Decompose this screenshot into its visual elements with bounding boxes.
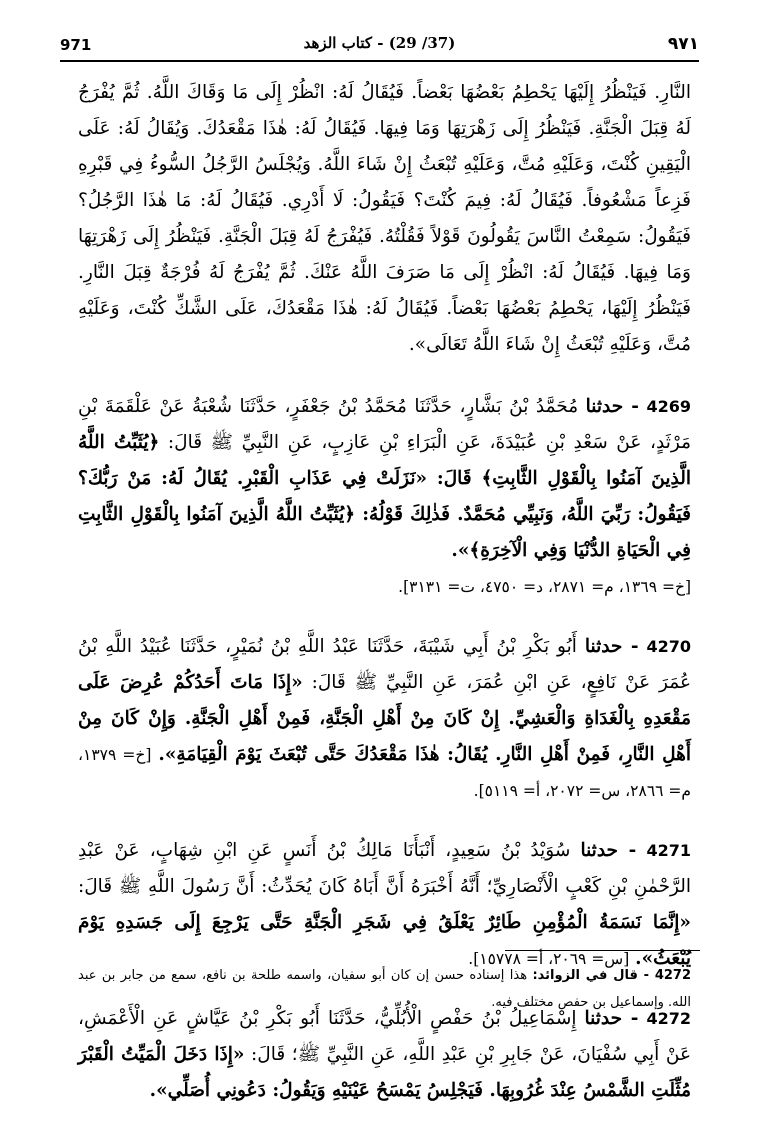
takhrij-reference: [خ= ١٣٧٩، م= ٢٨٦٦، س= ٢٠٧٢، أ= ٥١١٩].	[78, 746, 691, 800]
footnote-label: 4272 - قال في الزوائد:	[532, 968, 692, 983]
haddathana-marker: - حدثنا	[584, 1008, 639, 1029]
hadith-4271	[78, 833, 691, 977]
hadith-number: 4270	[646, 637, 691, 656]
matn: «إِذَا دَخَلَ الْمَيِّتُ الْقَبْرَ مُثِّلَتِ الشَّمْسُ عِنْدَ غُرُوبِهَا. فَيَجْلِسُ يَمْسَحُ عَيْنَيْهِ وَيَقُولُ: دَعُونِي أُصَلِّي».	[78, 1044, 691, 1101]
footnote	[78, 962, 691, 1016]
matn: «إِنَّمَا نَسَمَةُ الْمُؤْمِنِ طَائِرٌ يَعْلَقُ فِي شَجَرِ الْجَنَّةِ حَتَّى يَرْجِعَ إِلَى جَسَدِهِ يَوْمَ يُبْعَثُ».	[78, 912, 691, 969]
isnad: سُوَيْدُ بْنُ سَعِيدٍ، أَنْبَأَنَا مَالِكُ بْنُ أَنَسٍ عَنِ ابْنِ شِهَابٍ، عَنْ عَبْدِ الرَّحْمٰنِ بْنِ كَعْبٍ الْأَنْصَارِيِّ؛ أَنَّهُ أَخْبَرَهُ أَنَّ أَبَاهُ كَانَ يُحَدِّثُ: أَنَّ رَسُولَ اللَّهِ ﷺ قَالَ:	[78, 840, 691, 897]
page-number-arabic: ٩٧١	[667, 34, 699, 54]
footnote-text: هذا إسناده حسن إن كان أبو سفيان، واسمه طلحة بن نافع، سمع من جابر بن عبد الله. وإسماعيل بن حفص مختلف فيه.	[78, 968, 691, 1010]
matn: «إِذَا مَاتَ أَحَدُكُمْ عُرِضَ عَلَى مَقْعَدِهِ بِالْغَدَاةِ وَالْعَشِيِّ. إِنْ كَانَ مِنْ أَهْلِ الْجَنَّةِ، فَمِنْ أَهْلِ الْجَنَّةِ. وَإِنْ كَانَ مِنْ أَهْلِ النَّارِ، فَمِنْ أَهْلِ النَّارِ. يُقَالُ: هٰذَا مَقْعَدُكَ حَتَّى تُبْعَثَ يَوْمَ الْقِيَامَةِ».	[78, 672, 691, 765]
continuation-paragraph: النَّارِ. فَيَنْظُرُ إِلَيْهَا يَحْطِمُ بَعْضُهَا بَعْضاً. فَيُقَالُ لَهُ: انْظُرْ إِلَى مَا وَقَاكَ اللَّهُ. ثُمَّ يُفْرَجُ لَهُ قِبَلَ الْجَنَّةِ. فَيَنْظُرُ إِلَى زَهْرَتِهَا وَمَا فِيهَا. فَيُقَالُ لَهُ: هٰذَا مَقْعَدُكَ. وَيُقَالُ لَهُ: عَلَى الْيَقِينِ كُنْتَ، وَعَلَيْهِ مُتَّ، وَعَلَيْهِ تُبْعَثُ إِنْ شَاءَ اللَّهُ. وَيُجْلَسُ الرَّجُلُ السُّوءُ فِي قَبْرِهِ فَزِعاً مَشْعُوفاً. فَيُقَالُ لَهُ: فِيمَ كُنْتَ؟ فَيَقُولُ: لَا أَدْرِي. فَيُقَالُ لَهُ: مَا هٰذَا الرَّجُلُ؟ فَيَقُولُ: سَمِعْتُ النَّاسَ يَقُولُونَ قَوْلاً فَقُلْتُهُ. فَيُفْرَجُ لَهُ قِبَلَ الْجَنَّةِ. فَيَنْظُرُ إِلَى زَهْرَتِهَا وَمَا فِيهَا. فَيُقَالُ لَهُ: انْظُرْ إِلَى مَا صَرَفَ اللَّهُ عَنْكَ. ثُمَّ يُفْرَجُ لَهُ فُرْجَةٌ قِبَلَ النَّارِ. فَيَنْظُرُ إِلَيْهَا، يَحْطِمُ بَعْضُهَا بَعْضاً. فَيُقَالُ لَهُ: هٰذَا مَقْعَدُكَ، عَلَى الشَّكِّ كُنْتَ، وَعَلَيْهِ مُتَّ، وَعَلَيْهِ تُبْعَثُ إِنْ شَاءَ اللَّهُ تَعَالَى».	[78, 82, 691, 355]
takhrij-reference: [خ= ١٣٦٩، م= ٢٨٧١، د= ٤٧٥٠، ت= ٣١٣١].	[398, 578, 691, 596]
hadith-number: 4272	[646, 1009, 691, 1028]
page-number-latin: 971	[60, 36, 92, 54]
page-header	[60, 28, 699, 58]
hadith-4270	[78, 629, 691, 809]
haddathana-marker: - حدثنا	[584, 636, 639, 657]
header-rule	[60, 60, 699, 62]
hadith-number: 4269	[646, 397, 691, 416]
hadith-number: 4271	[646, 841, 691, 860]
matn: ﴿يُثَبِّتُ اللَّهُ الَّذِينَ آمَنُوا بِالْقَوْلِ الثَّابِتِ﴾ قَالَ: «نَزَلَتْ فِي عَذَابِ الْقَبْرِ. يُقَالُ لَهُ: مَنْ رَبُّكَ؟ فَيَقُولُ: رَبِّيَ اللَّهُ، وَنَبِيِّي مُحَمَّدٌ. فَذٰلِكَ قَوْلُهُ: ﴿يُثَبِّتُ اللَّهُ الَّذِينَ آمَنُوا بِالْقَوْلِ الثَّابِتِ فِي الْحَيَاةِ الدُّنْيَا وَفِي الْآخِرَةِ﴾».	[78, 432, 691, 561]
footnote-rule	[505, 950, 700, 951]
takhrij-reference: [س= ٢٠٦٩، أ= ١٥٧٧٨].	[468, 950, 630, 968]
isnad: إِسْمَاعِيلُ بْنُ حَفْصٍ الْأُبُلِّيُّ، حَدَّثَنَا أَبُو بَكْرِ بْنُ عَيَّاشٍ عَنِ الْأَعْمَشِ، عَنْ أَبِي سُفْيَانَ، عَنْ جَابِرِ بْنِ عَبْدِ اللَّهِ، عَنِ النَّبِيِّ ﷺ؛ قَالَ:	[78, 1008, 691, 1065]
hadith-4269	[78, 389, 691, 605]
isnad: أَبُو بَكْرِ بْنُ أَبِي شَيْبَةَ، حَدَّثَنَا عَبْدُ اللَّهِ بْنُ نُمَيْرٍ، حَدَّثَنَا عُبَيْدُ اللَّهِ بْنُ عُمَرَ عَنْ نَافِعٍ، عَنِ ابْنِ عُمَرَ، عَنِ النَّبِيِّ ﷺ قَالَ:	[78, 636, 691, 693]
running-title: (37/ 29) - كتاب الزهد	[303, 34, 456, 52]
isnad: مُحَمَّدُ بْنُ بَشَّارٍ، حَدَّثَنَا مُحَمَّدُ بْنُ جَعْفَرٍ، حَدَّثَنَا شُعْبَةُ عَنْ عَلْقَمَةَ بْنِ مَرْثَدٍ، عَنْ سَعْدِ بْنِ عُبَيْدَةَ، عَنِ الْبَرَاءِ بْنِ عَازِبٍ، عَنِ النَّبِيِّ ﷺ قَالَ:	[78, 396, 691, 453]
haddathana-marker: - حدثنا	[585, 396, 639, 417]
haddathana-marker: - حدثنا	[580, 840, 637, 861]
hadith-4272	[78, 1001, 691, 1109]
